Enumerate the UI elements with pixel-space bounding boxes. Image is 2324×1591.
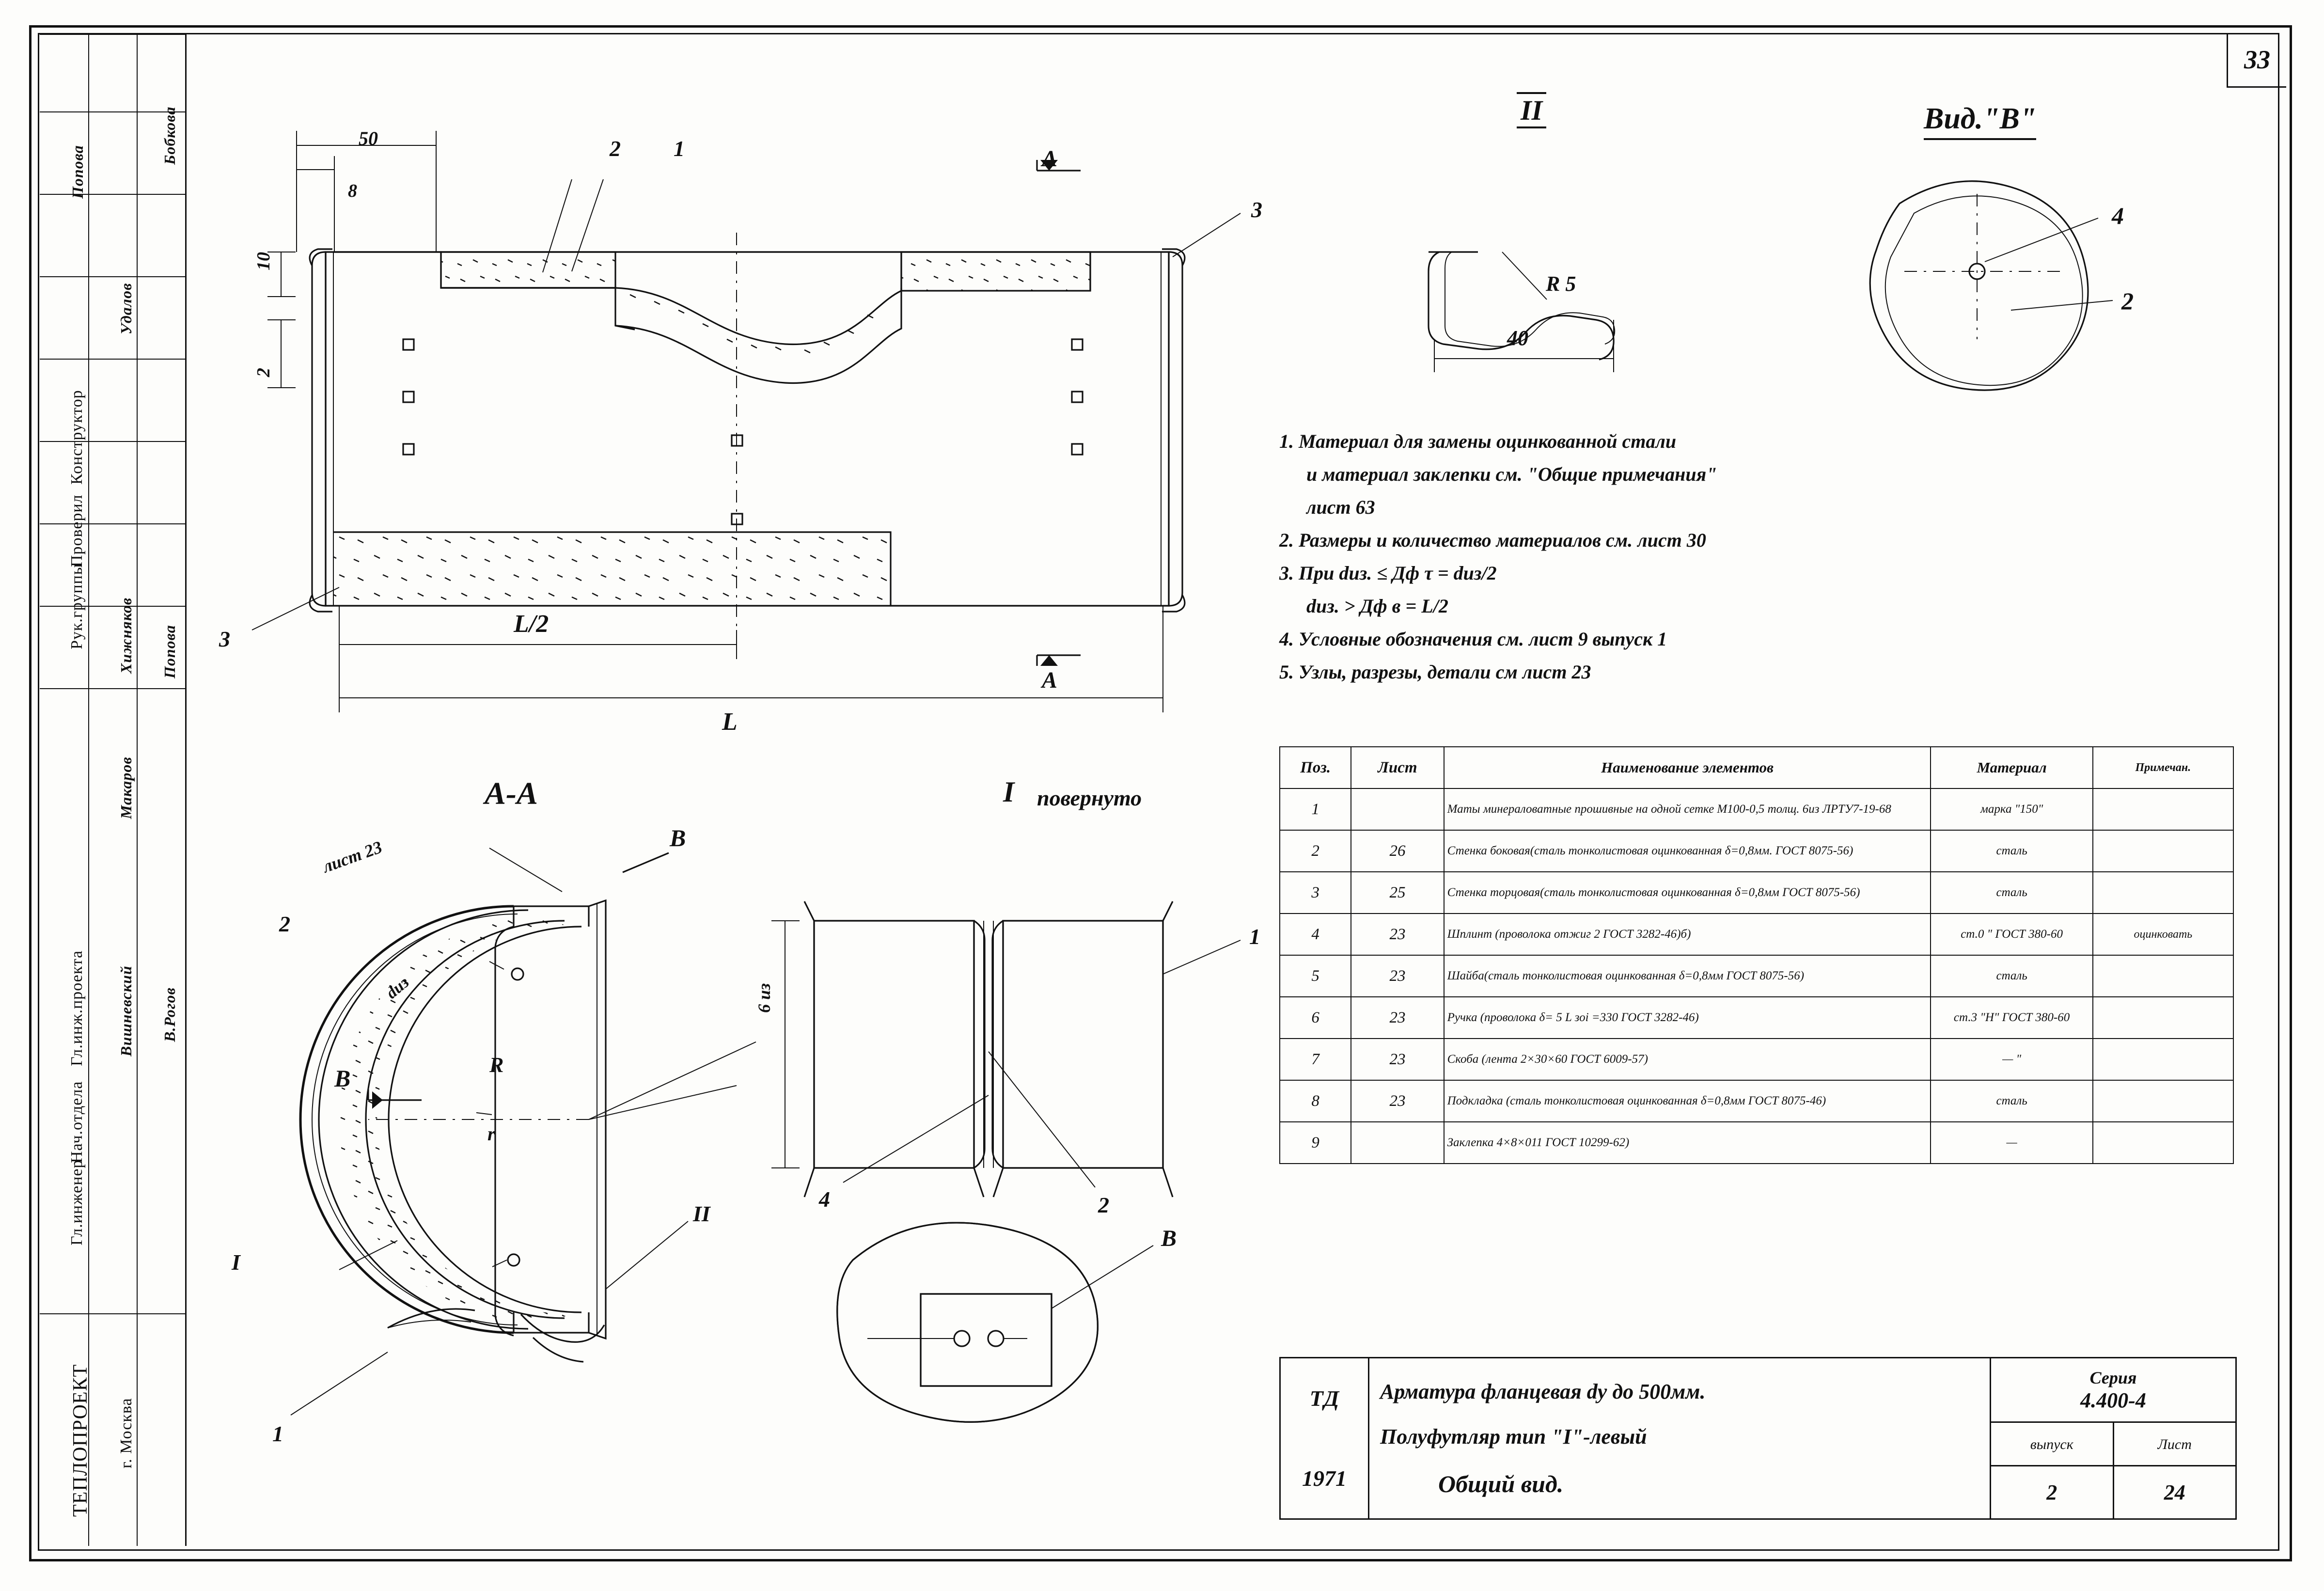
cell-pos: 3 (1280, 872, 1351, 914)
cell-pos: 6 (1280, 997, 1351, 1039)
left-role-gl-inj-proekta: Гл.инж.проекта (68, 950, 86, 1066)
note-line-7: 4. Условные обозначения см. лист 9 выпуск 1 (1279, 628, 1667, 650)
sheet-label: Лист (2157, 1436, 2192, 1452)
cell-name: Скоба (лента 2×30×60 ГОСТ 6009-57) (1444, 1039, 1931, 1080)
node-II-title: II (1517, 92, 1546, 128)
page-number: 33 (2227, 33, 2286, 88)
dim-2: 2 (253, 368, 274, 377)
left-role-proveril: Проверил (68, 494, 86, 567)
cell-name: Шплинт (проволока отжиг 2 ГОСТ 3282-46)б) (1444, 914, 1931, 955)
label-list-23: лист 23 (320, 837, 385, 877)
node-II-dim-40: 40 (1507, 326, 1528, 350)
dim-L: L (722, 708, 738, 736)
section-aa-title: А-А (485, 776, 538, 811)
node-I-label-2: 2 (1098, 1193, 1109, 1217)
cell-list: 23 (1351, 1039, 1444, 1080)
node-II-dim-R5: R 5 (1546, 272, 1576, 296)
cell-list: 23 (1351, 914, 1444, 955)
cell-material: ст.3 "Н" ГОСТ 380-60 (1931, 997, 2092, 1039)
cell-pos: 1 (1280, 788, 1351, 830)
col-header-list: Лист (1351, 747, 1444, 788)
cell-list: 23 (1351, 1080, 1444, 1122)
organization-name: ТЕПЛОПРОЕКТ (69, 1364, 92, 1517)
col-header-pos: Поз. (1280, 747, 1351, 788)
organization-city: г. Москва (117, 1398, 135, 1468)
cell-note: оцинковать (2093, 914, 2233, 955)
cell-material: сталь (1931, 1080, 2092, 1122)
cell-pos: 8 (1280, 1080, 1351, 1122)
cell-material: сталь (1931, 955, 2092, 997)
left-name-popova: Попова (161, 625, 178, 678)
callout-1: 1 (674, 136, 685, 161)
cell-name: Шайба(сталь тонколистовая оцинкованная δ=0,8мм ГОСТ 8075-56) (1444, 955, 1931, 997)
org-year: 1971 (1302, 1466, 1347, 1491)
section-aa-label-I: I (232, 1250, 240, 1275)
cell-pos: 2 (1280, 830, 1351, 872)
series-value: 4.400-4 (2080, 1388, 2146, 1412)
series-label: Серия (2089, 1368, 2137, 1387)
section-mark-a-bottom: A (1042, 667, 1058, 693)
section-aa-label-R: R (489, 1053, 504, 1077)
cell-list: 26 (1351, 830, 1444, 872)
org-abbrev: ТД (1309, 1386, 1339, 1411)
left-role-ruk-gruppy: Рук.группы (68, 563, 86, 649)
left-name-hizhnyakov: Хижняков (117, 597, 135, 674)
cell-name: Стенка торцовая(сталь тонколистовая оцинкованная δ=0,8мм ГОСТ 8075-56) (1444, 872, 1931, 914)
left-role-nach-otdela: Нач.отдела (68, 1081, 86, 1163)
node-I-title-num: I (1003, 776, 1015, 808)
section-aa-label-2: 2 (279, 912, 290, 936)
section-aa-label-r: r (487, 1123, 495, 1145)
left-name-bobkova: Бобкова (161, 106, 178, 165)
left-name-popova2: Попова (69, 145, 86, 199)
node-I-label-4: 4 (819, 1187, 830, 1212)
label-b-left: В (334, 1065, 351, 1092)
title-line-2: Полуфутляр тип "I"-левый (1380, 1425, 1647, 1449)
left-role-gl-injener: Гл.инженер (68, 1159, 86, 1245)
view-b-label-4: 4 (2112, 202, 2124, 229)
node-I-dim-b: 6 из (754, 983, 774, 1013)
cell-name: Подкладка (сталь тонколистовая оцинкованная δ=0,8мм ГОСТ 8075-46) (1444, 1080, 1931, 1122)
col-header-name: Наименование элементов (1444, 747, 1931, 788)
cell-material: марка "150" (1931, 788, 2092, 830)
cell-name: Ручка (проволока δ= 5 L зоi =330 ГОСТ 3282-46) (1444, 997, 1931, 1039)
note-line-6: dиз. > Дф в = L/2 (1306, 595, 1448, 617)
cell-name: Заклепка 4×8×011 ГОСТ 10299-62) (1444, 1122, 1931, 1164)
left-name-rogov: В.Рогов (161, 987, 178, 1042)
section-aa-label-diz: dиз (383, 973, 413, 1003)
release-value: 2 (1991, 1466, 2114, 1518)
col-header-note: Примечан. (2093, 747, 2233, 788)
callout-3-left: 3 (219, 627, 230, 651)
cell-name: Маты минераловатные прошивные на одной сетке М100-0,5 толщ. 6из ЛРТУ7-19-68 (1444, 788, 1931, 830)
cell-material: сталь (1931, 830, 2092, 872)
cell-name: Стенка боковая(сталь тонколистовая оцинкованная δ=0,8мм. ГОСТ 8075-56) (1444, 830, 1931, 872)
note-line-8: 5. Узлы, разрезы, детали см лист 23 (1279, 661, 1591, 683)
note-line-5: 3. При dиз. ≤ Дф τ = dиз/2 (1279, 562, 1497, 584)
cell-pos: 7 (1280, 1039, 1351, 1080)
title-line-3: Общий вид. (1438, 1470, 1564, 1497)
view-b-label-2: 2 (2121, 287, 2134, 315)
title-line-1: Арматура фланцевая dу до 500мм. (1380, 1379, 1706, 1403)
callout-3-top: 3 (1251, 197, 1262, 222)
col-header-material: Материал (1931, 747, 2092, 788)
cell-pos: 9 (1280, 1122, 1351, 1164)
cell-material: — " (1931, 1039, 2092, 1080)
note-line-3: лист 63 (1306, 496, 1375, 518)
left-role-konstruktor: Конструктор (68, 390, 86, 485)
cell-list: 23 (1351, 997, 1444, 1039)
node-b-label: В (1161, 1226, 1177, 1251)
section-aa-label-II: II (693, 1201, 710, 1226)
node-I-label-1: 1 (1249, 924, 1260, 949)
note-line-2: и материал заклепки см. "Общие примечания" (1306, 463, 1717, 485)
view-b-title: Вид."В" (1924, 102, 2036, 140)
cell-material: сталь (1931, 872, 2092, 914)
left-name-vishnevsky: Вишневский (117, 965, 135, 1056)
dim-8: 8 (348, 181, 357, 201)
cell-list: 23 (1351, 955, 1444, 997)
cell-list: 25 (1351, 872, 1444, 914)
callout-2: 2 (610, 136, 621, 161)
left-name-udalov: Удалов (117, 283, 135, 334)
sheet-value: 24 (2164, 1481, 2185, 1504)
node-I-title-text: повернуто (1037, 786, 1142, 810)
note-line-4: 2. Размеры и количество материалов см. лист 30 (1279, 529, 1706, 551)
dim-10: 10 (253, 252, 274, 270)
cell-material: — (1931, 1122, 2092, 1164)
dim-50: 50 (359, 127, 378, 149)
cell-material: ст.0 " ГОСТ 380-60 (1931, 914, 2092, 955)
label-b-top: В (670, 824, 686, 851)
section-aa-label-1: 1 (272, 1421, 283, 1446)
section-mark-a-top: A (1042, 146, 1058, 172)
cell-pos: 5 (1280, 955, 1351, 997)
left-name-makarov: Макаров (117, 756, 135, 819)
release-label: выпуск (1991, 1423, 2114, 1466)
cell-pos: 4 (1280, 914, 1351, 955)
dim-L-half: L/2 (514, 610, 549, 638)
note-line-1: 1. Материал для замены оцинкованной стали (1279, 430, 1677, 452)
